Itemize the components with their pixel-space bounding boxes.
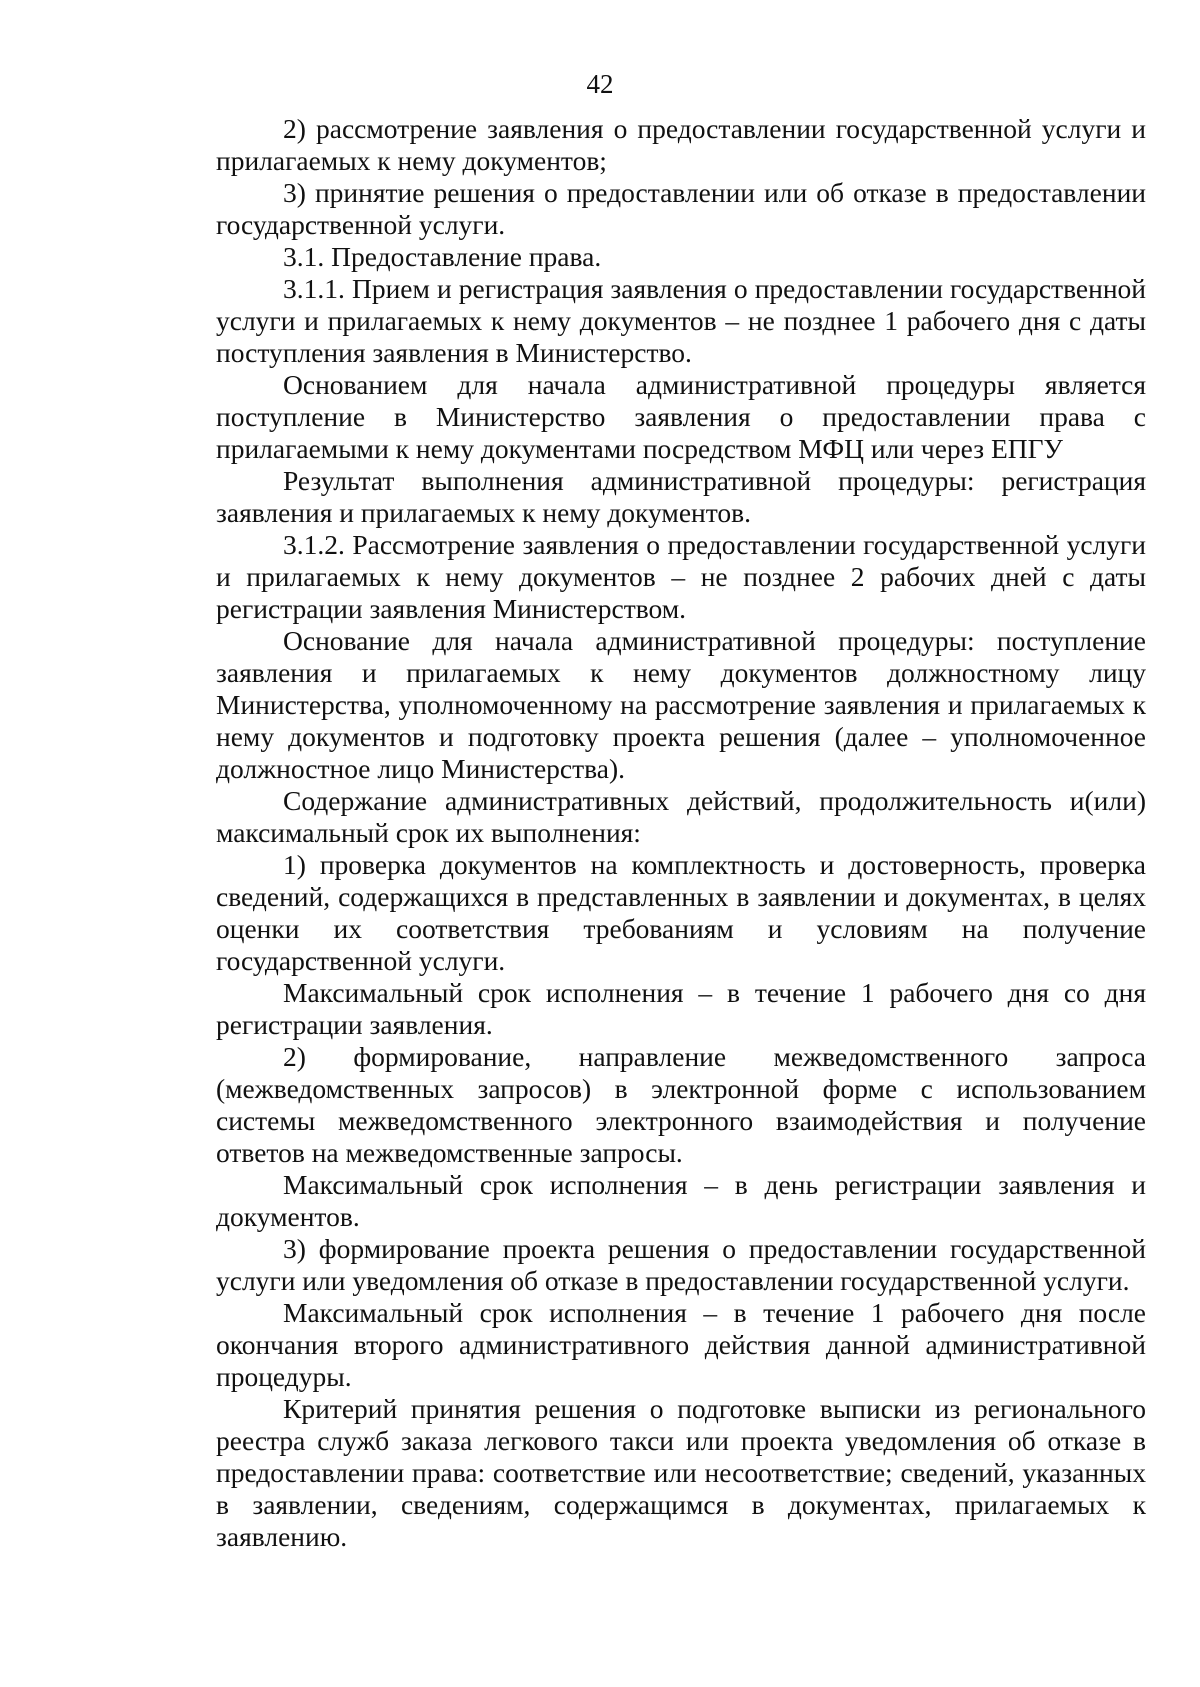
paragraph: Основание для начала административной процедуры: поступление заявления и прилагаемых к нему документов должностному лицу Министерства, уполномоченному на рассмотрение заявления и прилагаемых к нему документов и подготовку проекта решения (далее – уполномоченное должностное лицо Министерства). [216, 625, 1146, 784]
paragraph: 3.1.1. Прием и регистрация заявления о предоставлении государственной услуги и прилагаемых к нему документов – не позднее 1 рабочего дня с даты поступления заявления в Министерство. [216, 273, 1146, 368]
paragraph: 2) рассмотрение заявления о предоставлении государственной услуги и прилагаемых к нему документов; [216, 113, 1146, 176]
paragraph: 3) принятие решения о предоставлении или об отказе в предоставлении государственной услуги. [216, 177, 1146, 240]
paragraph: Максимальный срок исполнения – в течение 1 рабочего дня со дня регистрации заявления. [216, 977, 1146, 1040]
paragraph: Максимальный срок исполнения – в день регистрации заявления и документов. [216, 1169, 1146, 1232]
document-body [216, 113, 1146, 1553]
paragraph: Основанием для начала административной процедуры является поступление в Министерство заявления о предоставлении права с прилагаемыми к нему документами посредством МФЦ или через ЕПГУ [216, 369, 1146, 464]
paragraph: Критерий принятия решения о подготовке выписки из регионального реестра служб заказа легкового такси или проекта уведомления об отказе в предоставлении права: соответствие или несоответствие; сведений, указанных в заявлении, сведениям, содержащимся в документах, прилагаемых к заявлению. [216, 1393, 1146, 1552]
paragraph: Максимальный срок исполнения – в течение 1 рабочего дня после окончания второго административного действия данной административной процедуры. [216, 1297, 1146, 1392]
paragraph: Содержание административных действий, продолжительность и(или) максимальный срок их выполнения: [216, 785, 1146, 848]
paragraph: Результат выполнения административной процедуры: регистрация заявления и прилагаемых к нему документов. [216, 465, 1146, 528]
paragraph: 2) формирование, направление межведомственного запроса (межведомственных запросов) в электронной форме с использованием системы межведомственного электронного взаимодействия и получение ответов на межведомственные запросы. [216, 1041, 1146, 1168]
paragraph: 3.1.2. Рассмотрение заявления о предоставлении государственной услуги и прилагаемых к нему документов – не позднее 2 рабочих дней с даты регистрации заявления Министерством. [216, 529, 1146, 624]
paragraph: 3) формирование проекта решения о предоставлении государственной услуги или уведомления об отказе в предоставлении государственной услуги. [216, 1233, 1146, 1296]
section-heading: 3.1. Предоставление права. [283, 241, 602, 272]
paragraph: 1) проверка документов на комплектность и достоверность, проверка сведений, содержащихся в представленных в заявлении и документах, в целях оценки их соответствия требованиям и условиям на получение государственной услуги. [216, 849, 1146, 976]
page-number: 42 [586, 69, 614, 99]
